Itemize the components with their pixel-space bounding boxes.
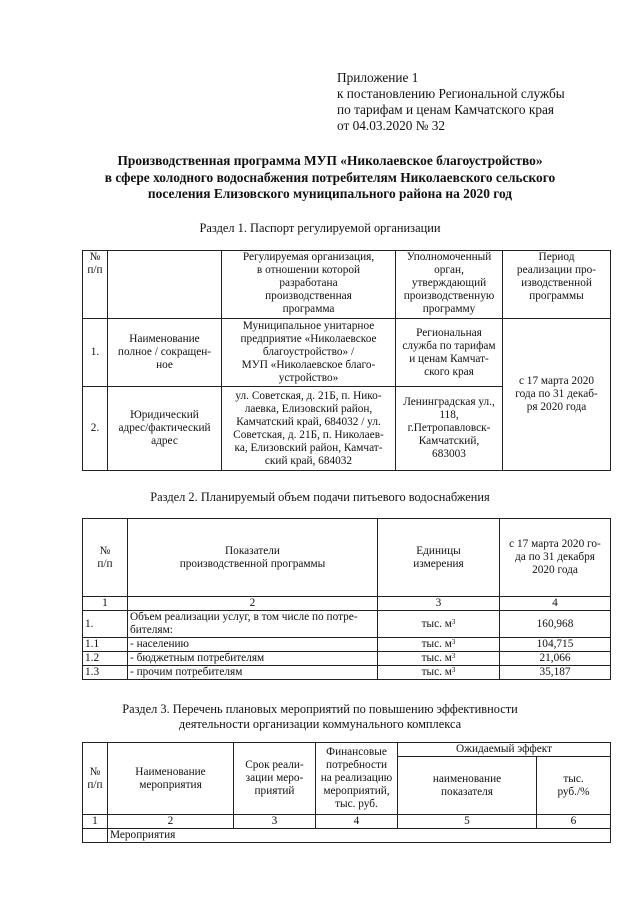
header-num: № п/п xyxy=(83,743,108,815)
header-empty xyxy=(108,251,222,319)
section1-heading: Раздел 1. Паспорт регулируемой организации xyxy=(199,221,441,235)
row-num: 1.2 xyxy=(83,652,128,666)
appendix-block xyxy=(337,70,617,134)
row-num: 1.3 xyxy=(83,666,128,680)
row-name: - населению xyxy=(128,638,378,652)
header-indicator: наименование показателя xyxy=(398,757,537,815)
row-name: - бюджетным потребителям xyxy=(128,652,378,666)
passport-table xyxy=(82,250,611,471)
row-unit: тыс. $м^3$ xyxy=(378,611,500,638)
period-value: с 17 марта 2020 года по 31 декаб- ря 2020 года xyxy=(503,319,611,471)
row-value: 104,715 xyxy=(500,638,611,652)
header-period: с 17 марта 2020 го- да по 31 декабря 2020 года xyxy=(500,519,611,597)
volume-table xyxy=(82,518,611,680)
row-unit: тыс. $м^3$ xyxy=(378,638,500,652)
measures-row-empty xyxy=(83,829,108,843)
header-thousand: тыс. руб./% xyxy=(537,757,611,815)
col-number: 4 xyxy=(500,597,611,611)
title-line: в сфере холодного водоснабжения потребителям Николаевского сельского xyxy=(104,169,556,185)
row-body: Ленинградская ул., 118, г.Петропавловск- Камчатский, 683003 xyxy=(396,387,503,471)
section3-heading-line: деятельности организации коммунального комплекса xyxy=(178,717,462,731)
row-value: 160,968 xyxy=(500,611,611,638)
row-value: 21,066 xyxy=(500,652,611,666)
header-num: № п/п xyxy=(83,251,108,319)
col-number: 2 xyxy=(108,815,234,829)
row-unit: тыс. $м^3$ xyxy=(378,666,500,680)
header-unit: Единицы измерения xyxy=(378,519,500,597)
header-effect: Ожидаемый эффект xyxy=(398,743,611,757)
header-org: Регулируемая организация, в отношении которой разработана производственная программа xyxy=(222,251,396,319)
col-number: 5 xyxy=(398,815,537,829)
measures-table xyxy=(82,742,611,843)
row-body: Региональная служба по тарифам и ценам Камчат- ского края xyxy=(396,319,503,387)
measures-row-label: Мероприятия xyxy=(108,829,611,843)
title-line: поселения Елизовского муниципального района на 2020 год xyxy=(147,186,513,201)
section3-heading xyxy=(0,702,640,732)
header-indicator: Показатели производственной программы xyxy=(128,519,378,597)
row-num: 1. xyxy=(83,611,128,638)
row-label: Юридический адрес/фактический адрес xyxy=(108,387,222,471)
section2-heading: Раздел 2. Планируемый объем подачи питьевого водоснабжения xyxy=(150,490,490,504)
row-org: Муниципальное унитарное предприятие «Николаевское благоустройство» / МУП «Николаевское благо- устройство» xyxy=(222,319,396,387)
title-line: Производственная программа МУП «Николаевское благоустройство» xyxy=(117,153,543,168)
col-number: 1 xyxy=(83,815,108,829)
row-num: 1. xyxy=(83,319,108,387)
header-period: Период реализации про- изводственной программы xyxy=(503,251,611,319)
row-num: 2. xyxy=(83,387,108,471)
col-number: 3 xyxy=(234,815,316,829)
header-name: Наименование мероприятия xyxy=(108,743,234,815)
row-num: 1.1 xyxy=(83,638,128,652)
appendix-line: по тарифам и ценам Камчатского края xyxy=(337,102,554,117)
row-label: Наименование полное / сокращен- ное xyxy=(108,319,222,387)
col-number: 1 xyxy=(83,597,128,611)
appendix-line: к постановлению Региональной службы xyxy=(337,86,565,101)
row-unit: тыс. $м^3$ xyxy=(378,652,500,666)
row-name: Объем реализации услуг, в том числе по потре- бителям: xyxy=(128,611,378,638)
appendix-line: Приложение 1 xyxy=(337,70,419,85)
row-name: - прочим потребителям xyxy=(128,666,378,680)
appendix-line: от 04.03.2020 № 32 xyxy=(337,118,446,133)
row-org: ул. Советская, д. 21Б, п. Нико- лаевка, Елизовский район, Камчатский край, 684032 / ул. Советская, д. 21Б, п. Николаев- ка, Елизовский район, Камчат- ский край, 684032 xyxy=(222,387,396,471)
col-number: 4 xyxy=(316,815,398,829)
header-term: Срок реали- зации меро- приятий xyxy=(234,743,316,815)
section3-heading-line: Раздел 3. Перечень плановых мероприятий по повышению эффективности xyxy=(122,702,518,716)
row-value: 35,187 xyxy=(500,666,611,680)
document-title xyxy=(60,153,600,203)
header-num: № п/п xyxy=(83,519,128,597)
header-body: Уполномоченный орган, утверждающий производственную программу xyxy=(396,251,503,319)
col-number: 3 xyxy=(378,597,500,611)
col-number: 6 xyxy=(537,815,611,829)
header-finance: Финансовые потребности на реализацию мероприятий, тыс. руб. xyxy=(316,743,398,815)
col-number: 2 xyxy=(128,597,378,611)
